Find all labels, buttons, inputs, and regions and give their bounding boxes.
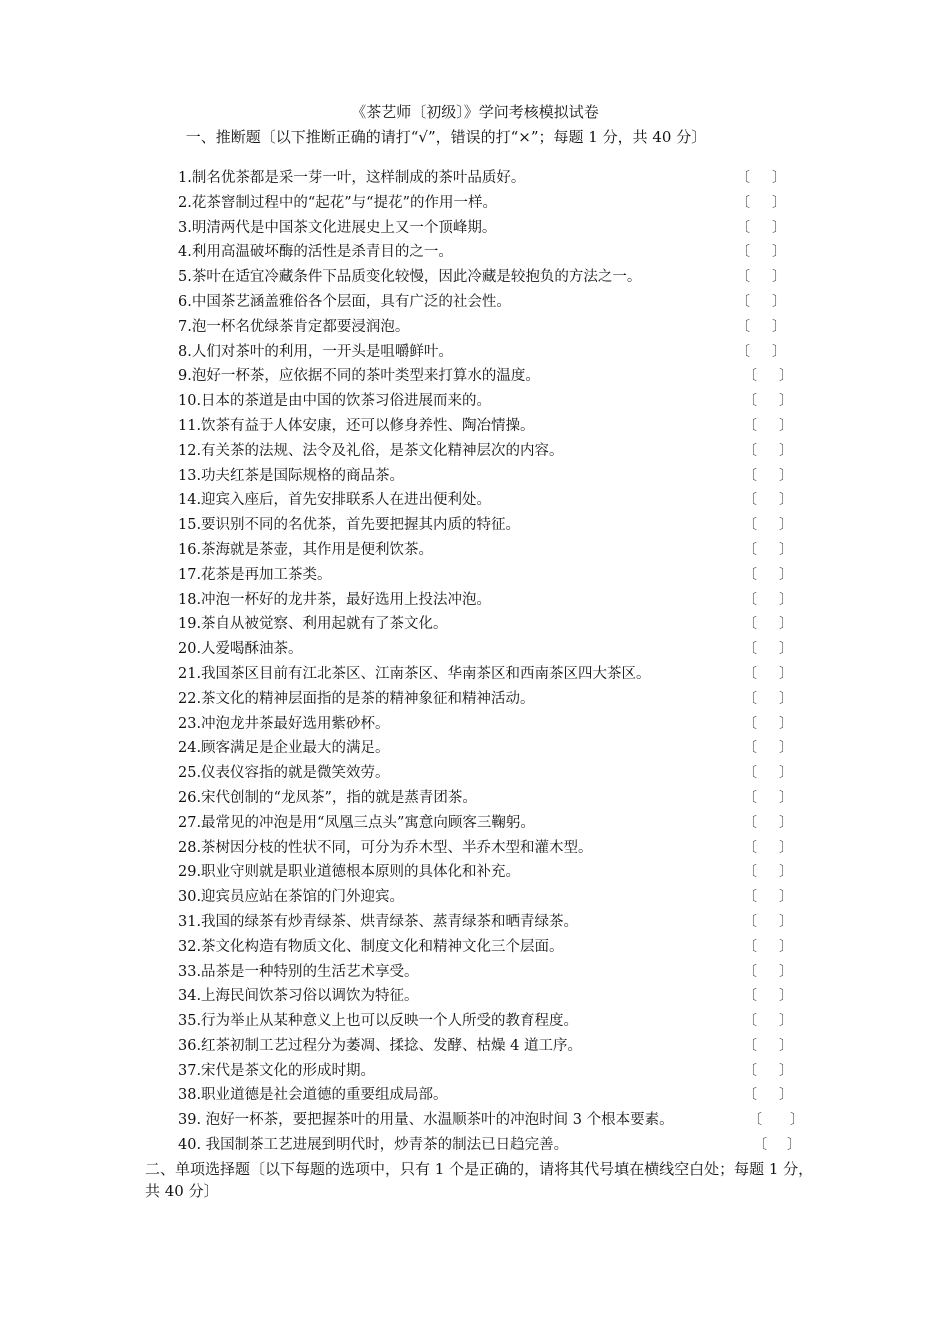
blank-open-bracket: 〔 xyxy=(743,889,757,906)
list-item xyxy=(178,1059,818,1084)
answer-blank[interactable] xyxy=(743,513,793,538)
question-text: 29.职业守则就是职业道德根本原则的具体化和补充。 xyxy=(178,864,521,881)
list-item xyxy=(178,315,818,340)
question-text: 33.品茶是一种特别的生活艺术享受。 xyxy=(178,963,419,980)
blank-open-bracket: 〔 xyxy=(743,591,757,608)
answer-blank[interactable] xyxy=(743,1009,793,1034)
list-item xyxy=(178,191,818,216)
list-item xyxy=(178,761,818,786)
blank-close-bracket: 〕 xyxy=(779,740,793,757)
list-item xyxy=(178,687,818,712)
question-text: 15.要识别不同的名优茶，首先要把握其内质的特征。 xyxy=(178,517,521,534)
blank-open-bracket: 〔 xyxy=(743,393,757,410)
blank-open-bracket: 〔 xyxy=(743,541,757,558)
list-item xyxy=(178,166,818,191)
list-item xyxy=(178,786,818,811)
blank-open-bracket: 〔 xyxy=(743,765,757,782)
answer-blank[interactable] xyxy=(753,1133,801,1158)
list-item xyxy=(178,984,818,1009)
blank-close-bracket: 〕 xyxy=(779,1037,793,1054)
answer-blank[interactable] xyxy=(743,662,793,687)
list-item xyxy=(178,662,818,687)
answer-blank[interactable] xyxy=(743,364,793,389)
blank-open-bracket: 〔 xyxy=(753,1137,767,1154)
question-text: 17.花茶是再加工茶类。 xyxy=(178,566,332,583)
blank-close-bracket: 〕 xyxy=(772,219,786,236)
blank-open-bracket: 〔 xyxy=(736,269,750,286)
question-text: 14.迎宾入座后，首先安排联系人在进出便利处。 xyxy=(178,492,492,509)
blank-close-bracket: 〕 xyxy=(779,641,793,658)
blank-close-bracket: 〕 xyxy=(779,541,793,558)
answer-blank[interactable] xyxy=(743,885,793,910)
blank-open-bracket: 〔 xyxy=(736,219,750,236)
list-item xyxy=(178,265,818,290)
blank-open-bracket: 〔 xyxy=(736,170,750,186)
list-item xyxy=(178,736,818,761)
question-text: 28.茶树因分枝的性状不同，可分为乔木型、半乔木型和灌木型。 xyxy=(178,839,593,856)
question-text: 1.制名优茶都是采一芽一叶，这样制成的茶叶品质好。 xyxy=(178,170,526,186)
question-text: 19.茶自从被觉察、利用起就有了茶文化。 xyxy=(178,616,448,633)
list-item xyxy=(178,637,818,662)
answer-blank[interactable] xyxy=(736,340,786,365)
blank-open-bracket: 〔 xyxy=(743,988,757,1005)
question-text: 10.日本的茶道是由中国的饮茶习俗进展而来的。 xyxy=(178,393,492,410)
blank-open-bracket: 〔 xyxy=(743,715,757,732)
blank-close-bracket: 〕 xyxy=(772,170,786,186)
blank-open-bracket: 〔 xyxy=(736,194,750,211)
list-item xyxy=(178,1083,818,1108)
question-text: 3.明清两代是中国茶文化进展史上又一个顶峰期。 xyxy=(178,219,497,236)
answer-blank[interactable] xyxy=(743,414,793,439)
question-text: 4.利用高温破坏酶的活性是杀青目的之一。 xyxy=(178,244,453,261)
answer-blank[interactable] xyxy=(743,687,793,712)
blank-close-bracket: 〕 xyxy=(779,889,793,906)
answer-blank[interactable] xyxy=(743,960,793,985)
list-item xyxy=(178,290,818,315)
answer-blank[interactable] xyxy=(743,538,793,563)
list-item xyxy=(178,340,818,365)
question-text: 36.红茶初制工艺过程分为萎凋、揉捻、发酵、枯燥 4 道工序。 xyxy=(178,1037,583,1054)
answer-blank[interactable] xyxy=(743,464,793,489)
blank-open-bracket: 〔 xyxy=(743,1062,757,1079)
question-text: 26.宋代创制的“龙凤茶”，指的就是蒸青团茶。 xyxy=(178,789,477,806)
blank-close-bracket: 〕 xyxy=(779,789,793,806)
list-item xyxy=(178,364,818,389)
blank-close-bracket: 〕 xyxy=(779,1013,793,1030)
answer-blank[interactable] xyxy=(743,786,793,811)
answer-blank[interactable] xyxy=(743,488,793,513)
blank-close-bracket: 〕 xyxy=(779,1087,793,1104)
blank-close-bracket: 〕 xyxy=(779,913,793,930)
blank-close-bracket: 〕 xyxy=(779,517,793,534)
blank-open-bracket: 〔 xyxy=(743,864,757,881)
answer-blank[interactable] xyxy=(736,191,786,216)
question-text: 7.泡一杯名优绿茶肯定都要浸润泡。 xyxy=(178,318,410,335)
blank-open-bracket: 〔 xyxy=(736,244,750,261)
answer-blank[interactable] xyxy=(736,265,786,290)
blank-close-bracket: 〕 xyxy=(790,1112,804,1129)
blank-close-bracket: 〕 xyxy=(772,194,786,211)
blank-close-bracket: 〕 xyxy=(779,566,793,583)
blank-open-bracket: 〔 xyxy=(743,368,757,385)
blank-open-bracket: 〔 xyxy=(743,665,757,682)
question-text: 11.饮茶有益于人体安康，还可以修身养性、陶冶情操。 xyxy=(178,417,535,434)
blank-open-bracket: 〔 xyxy=(743,467,757,484)
question-text: 20.人爱喝酥油茶。 xyxy=(178,641,303,658)
answer-blank[interactable] xyxy=(743,1083,793,1108)
list-item xyxy=(178,1009,818,1034)
blank-close-bracket: 〕 xyxy=(779,1062,793,1079)
blank-open-bracket: 〔 xyxy=(743,690,757,707)
answer-blank[interactable] xyxy=(743,910,793,935)
question-text: 5.茶叶在适宜冷藏条件下品质变化较慢，因此冷藏是较抱负的方法之一。 xyxy=(178,269,642,286)
blank-open-bracket: 〔 xyxy=(743,616,757,633)
list-item xyxy=(178,860,818,885)
question-text: 13.功夫红茶是国际规格的商品茶。 xyxy=(178,467,405,484)
blank-close-bracket: 〕 xyxy=(779,839,793,856)
blank-open-bracket: 〔 xyxy=(743,566,757,583)
list-item xyxy=(178,712,818,737)
question-text: 12.有关茶的法规、法令及礼俗，是茶文化精神层次的内容。 xyxy=(178,442,564,459)
list-item xyxy=(178,588,818,613)
section2-heading: 二、单项选择题〔以下每题的选项中，只有 1 个是正确的，请将其代号填在横线空白处；每题 1 分，共 40 分〕 xyxy=(145,1160,814,1200)
list-item xyxy=(178,389,818,414)
blank-open-bracket: 〔 xyxy=(743,1013,757,1030)
list-item xyxy=(178,960,818,985)
list-item xyxy=(178,612,818,637)
blank-close-bracket: 〕 xyxy=(772,244,786,261)
answer-blank[interactable] xyxy=(743,588,793,613)
question-text: 25.仪表仪容指的就是微笑效劳。 xyxy=(178,765,390,782)
blank-open-bracket: 〔 xyxy=(743,517,757,534)
blank-close-bracket: 〕 xyxy=(779,467,793,484)
question-text: 16.茶海就是茶壶，其作用是便利饮茶。 xyxy=(178,541,434,558)
question-text: 34.上海民间饮茶习俗以调饮为特征。 xyxy=(178,988,419,1005)
blank-open-bracket: 〔 xyxy=(748,1112,762,1129)
list-item xyxy=(178,439,818,464)
blank-open-bracket: 〔 xyxy=(743,839,757,856)
blank-close-bracket: 〕 xyxy=(772,343,786,360)
question-text: 6.中国茶艺涵盖雅俗各个层面，具有广泛的社会性。 xyxy=(178,293,511,310)
answer-blank[interactable] xyxy=(743,439,793,464)
question-text: 2.花茶窨制过程中的“起花”与“提花”的作用一样。 xyxy=(178,194,497,211)
list-item xyxy=(178,1108,818,1133)
question-text: 39. 泡好一杯茶，要把握茶叶的用量、水温顺茶叶的冲泡时间 3 个根本要素。 xyxy=(178,1112,674,1129)
blank-open-bracket: 〔 xyxy=(743,492,757,509)
question-text: 18.冲泡一杯好的龙井茶，最好选用上投法冲泡。 xyxy=(178,591,492,608)
list-item xyxy=(178,935,818,960)
blank-open-bracket: 〔 xyxy=(736,318,750,335)
question-text: 35.行为举止从某种意义上也可以反映一个人所受的教育程度。 xyxy=(178,1013,579,1030)
blank-open-bracket: 〔 xyxy=(743,442,757,459)
blank-close-bracket: 〕 xyxy=(779,814,793,831)
list-item xyxy=(178,488,818,513)
blank-close-bracket: 〕 xyxy=(787,1137,801,1154)
page-title: 《茶艺师〔初级〕》学问考核模拟试卷 xyxy=(351,103,599,121)
blank-open-bracket: 〔 xyxy=(743,740,757,757)
answer-blank[interactable] xyxy=(736,240,786,265)
answer-blank[interactable] xyxy=(736,290,786,315)
blank-open-bracket: 〔 xyxy=(743,1087,757,1104)
question-text: 30.迎宾员应站在茶馆的门外迎宾。 xyxy=(178,889,405,906)
list-item xyxy=(178,885,818,910)
list-item xyxy=(178,538,818,563)
blank-close-bracket: 〕 xyxy=(779,864,793,881)
answer-blank[interactable] xyxy=(743,761,793,786)
blank-close-bracket: 〕 xyxy=(779,765,793,782)
blank-close-bracket: 〕 xyxy=(772,293,786,310)
question-text: 22.茶文化的精神层面指的是茶的精神象征和精神活动。 xyxy=(178,690,535,707)
list-item xyxy=(178,811,818,836)
answer-blank[interactable] xyxy=(743,1034,793,1059)
question-text: 40. 我国制茶工艺进展到明代时，炒青茶的制法已日趋完善。 xyxy=(178,1137,569,1154)
blank-open-bracket: 〔 xyxy=(743,1037,757,1054)
blank-close-bracket: 〕 xyxy=(779,988,793,1005)
question-text: 24.顾客满足是企业最大的满足。 xyxy=(178,740,390,757)
blank-close-bracket: 〕 xyxy=(779,938,793,955)
answer-blank[interactable] xyxy=(743,984,793,1009)
answer-blank[interactable] xyxy=(743,389,793,414)
blank-open-bracket: 〔 xyxy=(736,293,750,310)
blank-close-bracket: 〕 xyxy=(779,591,793,608)
list-item xyxy=(178,216,818,241)
question-list xyxy=(178,166,818,1158)
blank-close-bracket: 〕 xyxy=(779,492,793,509)
answer-blank[interactable] xyxy=(743,736,793,761)
question-text: 31.我国的绿茶有炒青绿茶、烘青绿茶、蒸青绿茶和晒青绿茶。 xyxy=(178,913,579,930)
blank-open-bracket: 〔 xyxy=(743,913,757,930)
blank-open-bracket: 〔 xyxy=(743,963,757,980)
list-item xyxy=(178,464,818,489)
answer-blank[interactable] xyxy=(743,935,793,960)
list-item xyxy=(178,513,818,538)
question-text: 23.冲泡龙井茶最好选用紫砂杯。 xyxy=(178,715,390,732)
answer-blank[interactable] xyxy=(743,811,793,836)
blank-close-bracket: 〕 xyxy=(772,318,786,335)
blank-open-bracket: 〔 xyxy=(736,343,750,360)
list-item xyxy=(178,563,818,588)
list-item xyxy=(178,240,818,265)
blank-close-bracket: 〕 xyxy=(779,715,793,732)
answer-blank[interactable] xyxy=(743,612,793,637)
blank-open-bracket: 〔 xyxy=(743,417,757,434)
answer-blank[interactable] xyxy=(743,712,793,737)
question-text: 21.我国茶区目前有江北茶区、江南茶区、华南茶区和西南茶区四大茶区。 xyxy=(178,665,651,682)
blank-open-bracket: 〔 xyxy=(743,789,757,806)
answer-blank[interactable] xyxy=(736,166,786,191)
blank-open-bracket: 〔 xyxy=(743,814,757,831)
answer-blank[interactable] xyxy=(743,637,793,662)
list-item xyxy=(178,836,818,861)
list-item xyxy=(178,414,818,439)
answer-blank[interactable] xyxy=(743,563,793,588)
answer-blank[interactable] xyxy=(736,216,786,241)
list-item xyxy=(178,1034,818,1059)
blank-open-bracket: 〔 xyxy=(743,641,757,658)
list-item xyxy=(178,1133,818,1158)
blank-close-bracket: 〕 xyxy=(772,269,786,286)
question-text: 32.茶文化构造有物质文化、制度文化和精神文化三个层面。 xyxy=(178,938,564,955)
list-item xyxy=(178,910,818,935)
blank-close-bracket: 〕 xyxy=(779,442,793,459)
blank-close-bracket: 〕 xyxy=(779,690,793,707)
answer-blank[interactable] xyxy=(736,315,786,340)
blank-close-bracket: 〕 xyxy=(779,393,793,410)
blank-close-bracket: 〕 xyxy=(779,616,793,633)
blank-open-bracket: 〔 xyxy=(743,938,757,955)
blank-close-bracket: 〕 xyxy=(779,963,793,980)
question-text: 8.人们对茶叶的利用，一开头是咀嚼鲜叶。 xyxy=(178,343,453,360)
answer-blank[interactable] xyxy=(743,836,793,861)
question-text: 38.职业道德是社会道德的重要组成局部。 xyxy=(178,1087,448,1104)
question-text: 37.宋代是茶文化的形成时期。 xyxy=(178,1062,376,1079)
question-text: 27.最常见的冲泡是用“凤凰三点头”寓意向顾客三鞠躬。 xyxy=(178,814,535,831)
answer-blank[interactable] xyxy=(743,860,793,885)
blank-close-bracket: 〕 xyxy=(779,665,793,682)
answer-blank[interactable] xyxy=(748,1108,804,1133)
blank-close-bracket: 〕 xyxy=(779,417,793,434)
section1-heading: 一、推断题〔以下推断正确的请打“√”，错误的打“×”；每题 1 分，共 40 分〕 xyxy=(185,128,707,146)
question-text: 9.泡好一杯茶，应依据不同的茶叶类型来打算水的温度。 xyxy=(178,368,540,385)
blank-close-bracket: 〕 xyxy=(779,368,793,385)
answer-blank[interactable] xyxy=(743,1059,793,1084)
